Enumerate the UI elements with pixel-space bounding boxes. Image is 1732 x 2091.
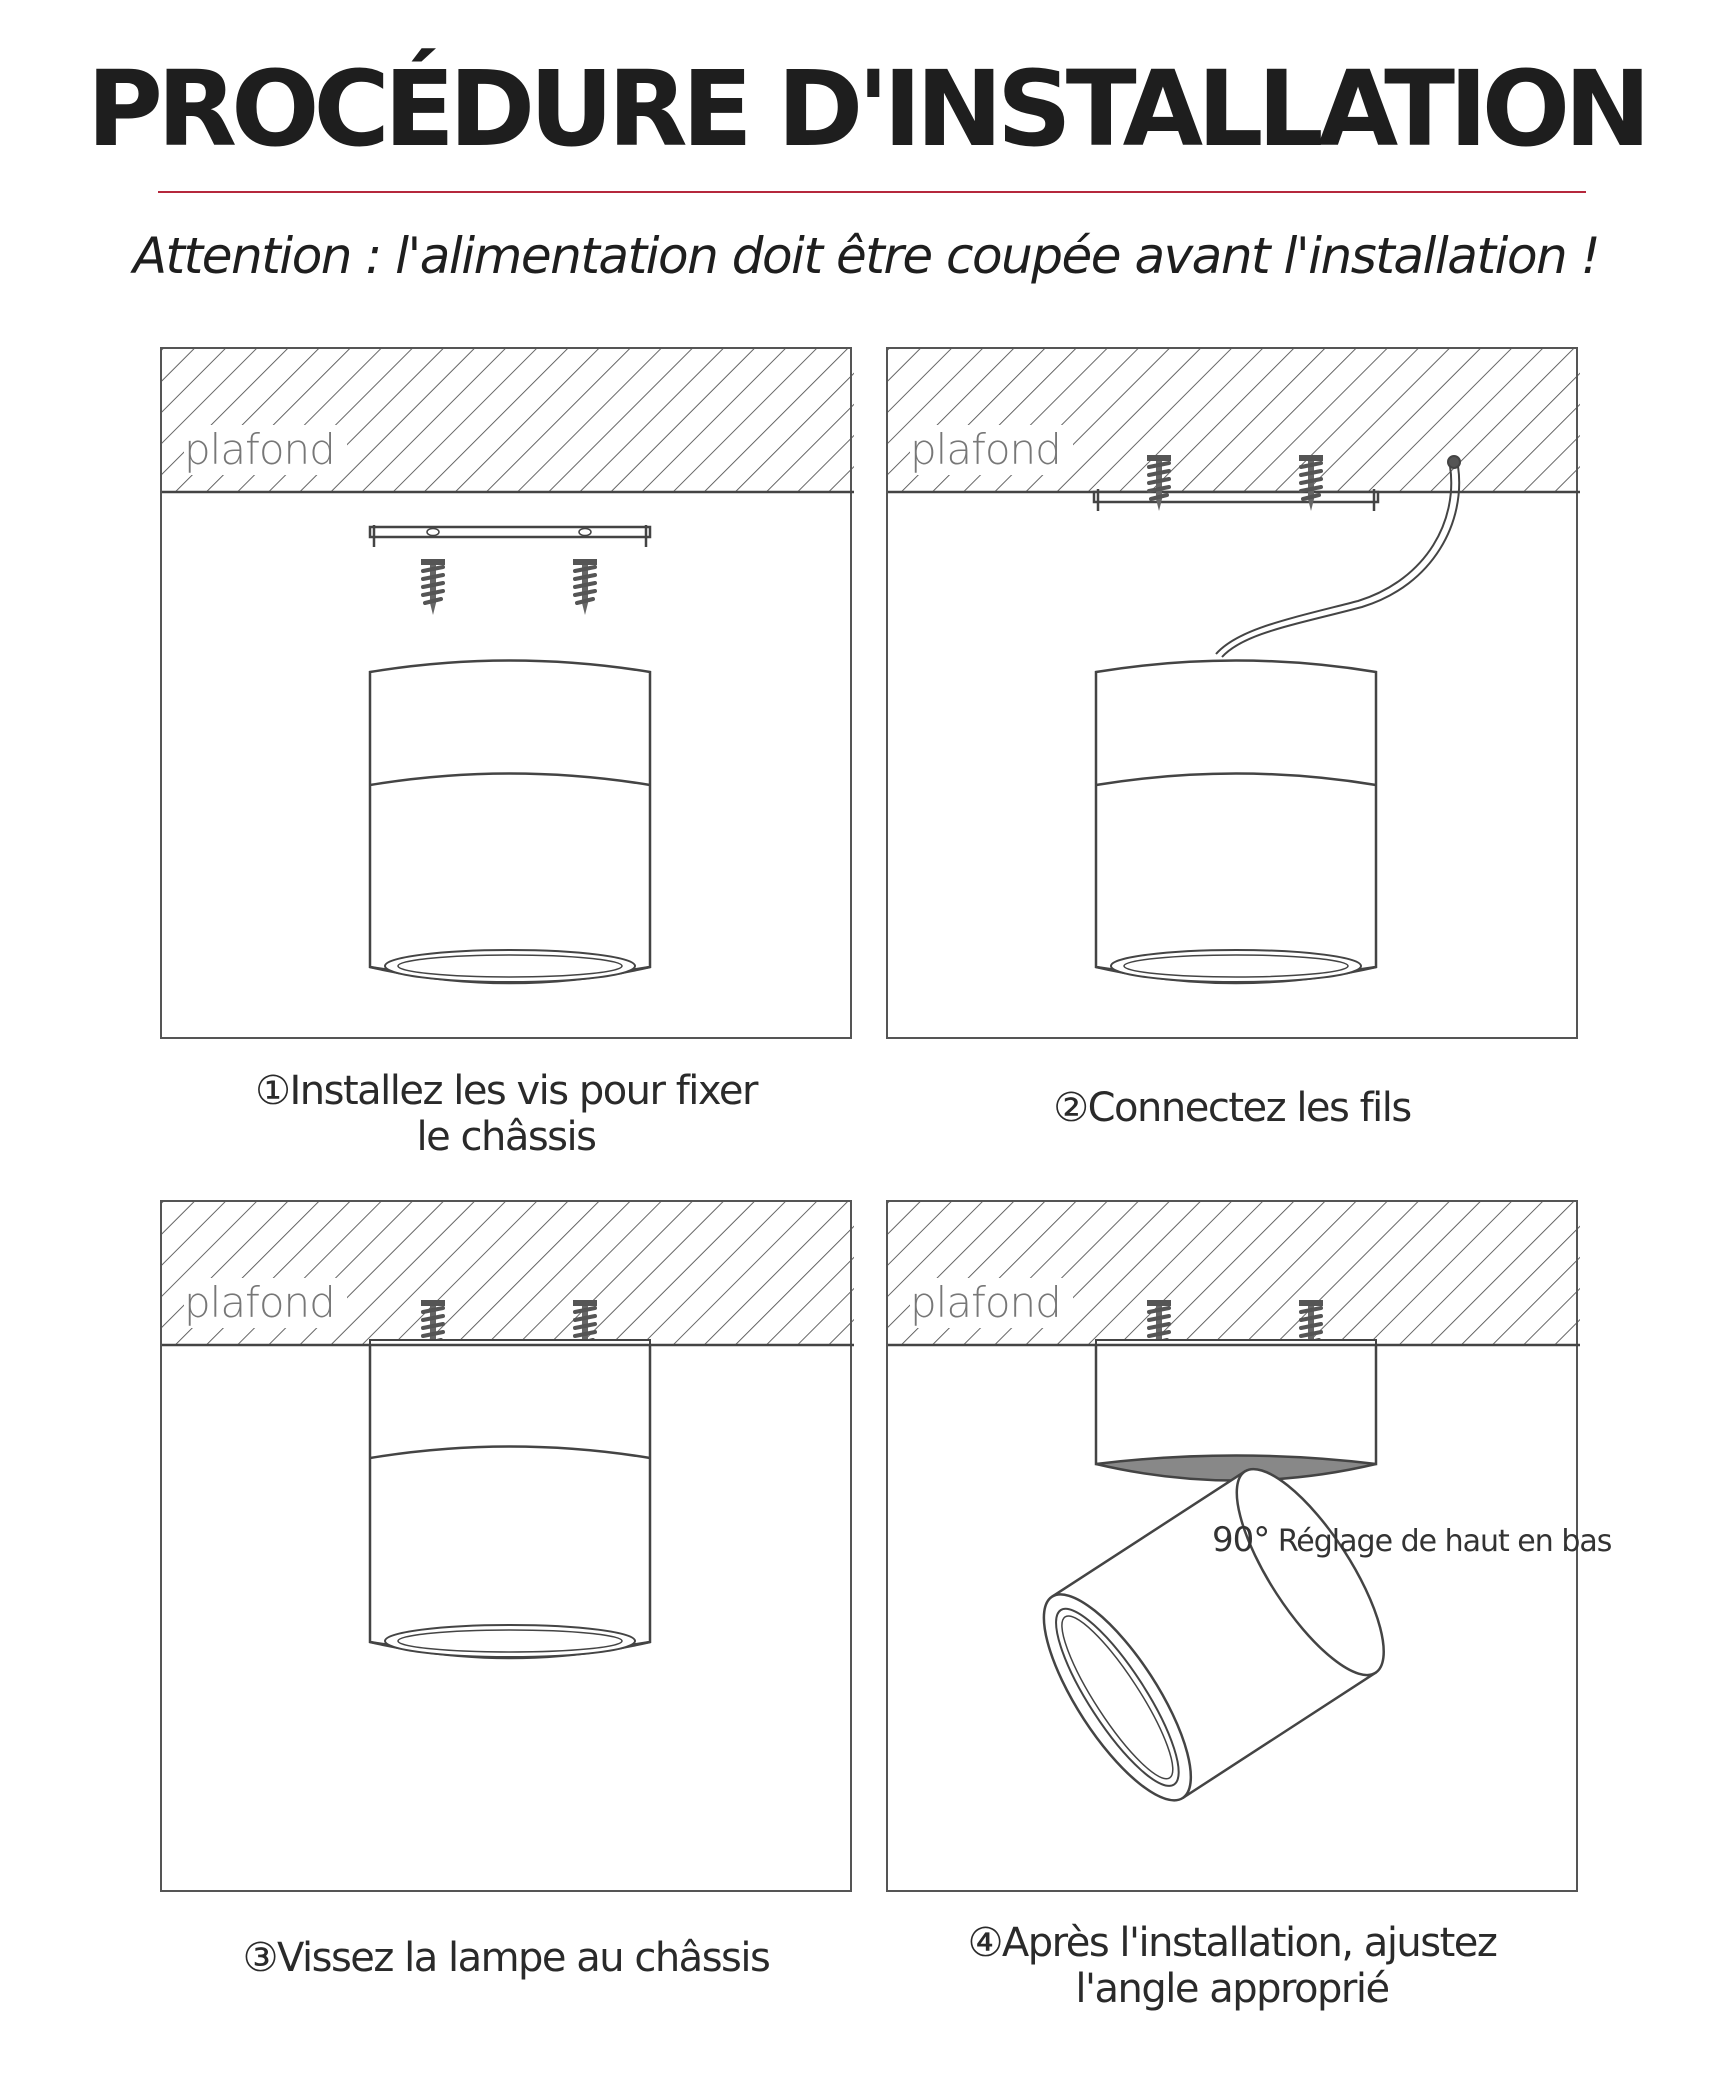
screw-icon xyxy=(421,559,445,615)
caption-line: l'angle approprié xyxy=(1075,1966,1389,2012)
step-4-caption xyxy=(886,1920,1578,2012)
ceiling-label: plafond xyxy=(184,425,347,475)
step-4-panel xyxy=(886,1200,1612,1892)
step-1-panel xyxy=(160,347,852,1039)
lamp-cylinder xyxy=(370,661,650,984)
lamp-base xyxy=(1096,1340,1376,1481)
angle-value: 90° xyxy=(1212,1520,1270,1560)
screw-icon xyxy=(573,559,597,615)
angle-annotation xyxy=(1212,1520,1611,1560)
power-warning: Attention : l'alimentation doit être coupée avant l'installation ! xyxy=(132,227,1600,285)
step-2-panel xyxy=(886,347,1578,1039)
lamp-cylinder xyxy=(370,1340,650,1658)
ceiling-label: plafond xyxy=(184,1278,347,1328)
ceiling-label: plafond xyxy=(910,1278,1073,1328)
lamp-cylinder xyxy=(1096,661,1376,984)
title-divider xyxy=(158,191,1586,193)
ceiling-label: plafond xyxy=(910,425,1073,475)
lamp-head-tilted xyxy=(1018,1450,1409,1820)
caption-line: ①Installez les vis pour fixer xyxy=(255,1068,757,1114)
caption-line: le châssis xyxy=(416,1114,596,1160)
mounting-bracket xyxy=(370,525,650,547)
step-3-panel xyxy=(160,1200,852,1892)
caption-line: ④Après l'installation, ajustez xyxy=(967,1920,1497,1966)
page-title: PROCÉDURE D'INSTALLATION xyxy=(86,48,1646,170)
step-3-caption xyxy=(160,1935,852,1981)
angle-text: Réglage de haut en bas xyxy=(1277,1524,1612,1559)
step-2-caption xyxy=(886,1085,1578,1131)
caption-line: ③Vissez la lampe au châssis xyxy=(242,1935,770,1981)
step-1-caption xyxy=(160,1068,852,1160)
mounting-bracket xyxy=(1094,489,1378,511)
caption-line: ②Connectez les fils xyxy=(1053,1085,1411,1131)
